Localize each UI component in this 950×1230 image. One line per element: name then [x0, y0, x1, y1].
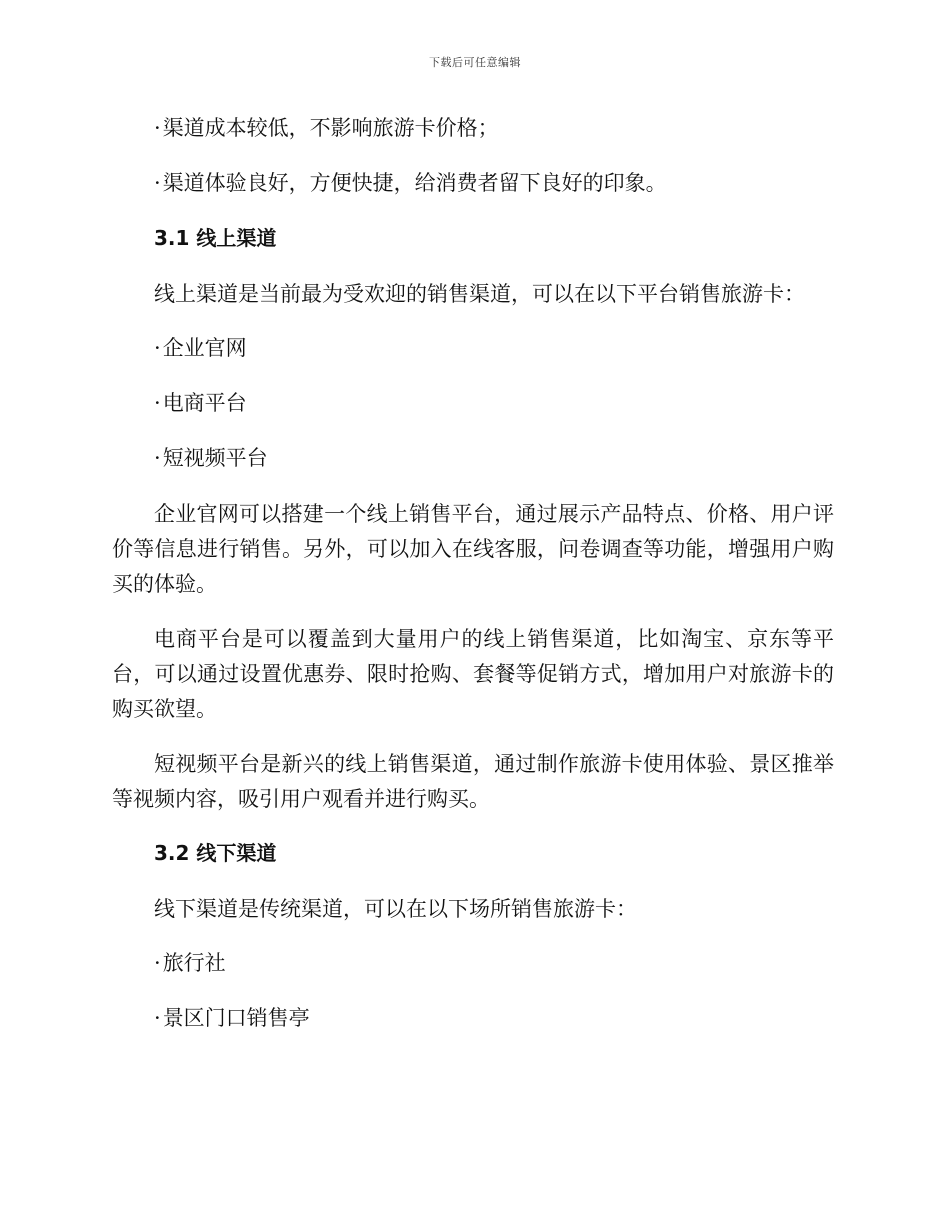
bullet-dot: · [154, 1006, 161, 1030]
bullet-text: 景区门口销售亭 [162, 1006, 310, 1030]
bullet-text: 渠道成本较低，不影响旅游卡价格； [162, 116, 499, 140]
bullet-text: 电商平台 [162, 391, 247, 415]
bullet-item [154, 112, 834, 144]
page-header: 下载后可任意编辑 [429, 56, 521, 69]
paragraph: 线上渠道是当前最为受欢迎的销售渠道，可以在以下平台销售旅游卡： [154, 282, 805, 306]
paragraph: 企业官网可以搭建一个线上销售平台，通过展示产品特点、价格、用户评价等信息进行销售。另外，可以加入在线客服，问卷调查等功能，增强用户购买的体验。 [112, 502, 834, 596]
bullet-item [154, 947, 834, 979]
bullet-dot: · [154, 951, 161, 975]
bullet-text: 短视频平台 [162, 446, 268, 470]
document-body [112, 112, 834, 1057]
paragraph: 短视频平台是新兴的线上销售渠道，通过制作旅游卡使用体验、景区推举等视频内容，吸引用户观看并进行购买。 [112, 752, 834, 811]
bullet-text: 渠道体验良好，方便快捷，给消费者留下良好的印象。 [162, 171, 667, 195]
bullet-item [154, 167, 834, 199]
bullet-item [154, 1002, 834, 1034]
paragraph: 线下渠道是传统渠道，可以在以下场所销售旅游卡： [154, 897, 637, 921]
bullet-dot: · [154, 336, 161, 360]
paragraph: 电商平台是可以覆盖到大量用户的线上销售渠道，比如淘宝、京东等平台，可以通过设置优惠券、限时抢购、套餐等促销方式，增加用户对旅游卡的购买欲望。 [112, 627, 834, 721]
bullet-dot: · [154, 446, 161, 470]
bullet-item [154, 332, 834, 364]
bullet-dot: · [154, 171, 161, 195]
bullet-item [154, 442, 834, 474]
bullet-text: 企业官网 [162, 336, 247, 360]
section-heading-online: 3.1 线上渠道 [154, 226, 277, 250]
bullet-item [154, 387, 834, 419]
section-heading-offline: 3.2 线下渠道 [154, 841, 277, 865]
bullet-dot: · [154, 391, 161, 415]
bullet-text: 旅行社 [162, 951, 226, 975]
bullet-dot: · [154, 116, 161, 140]
